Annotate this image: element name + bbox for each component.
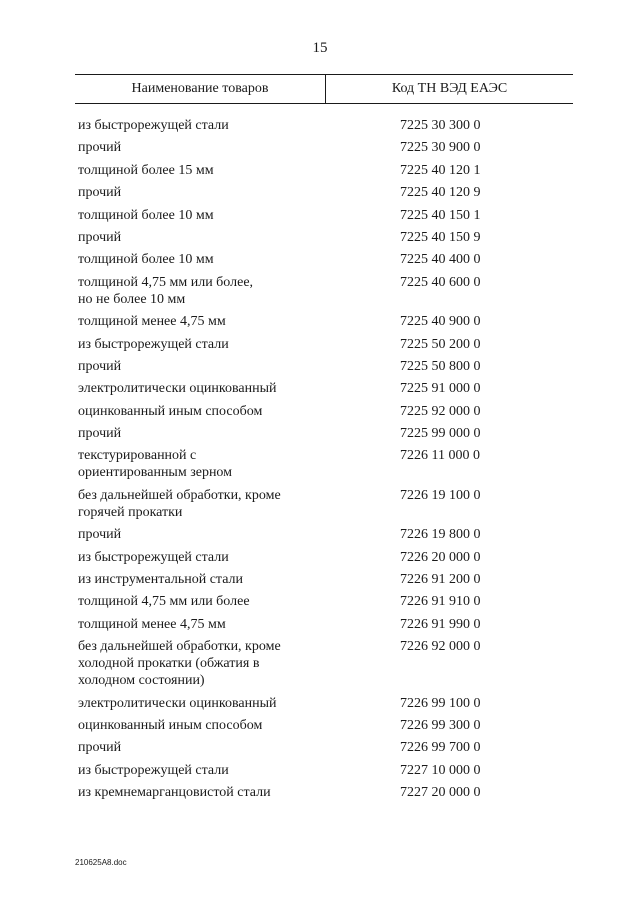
goods-name-cell: из быстрорежущей стали <box>78 762 229 778</box>
tn-ved-code-cell: 7226 20 000 0 <box>400 549 481 565</box>
table-row <box>78 229 573 246</box>
tn-ved-code-cell: 7226 19 100 0 <box>400 487 481 503</box>
goods-name-cell: прочий <box>78 527 122 543</box>
table-row <box>78 526 573 543</box>
table-row <box>78 571 573 588</box>
tn-ved-code-cell: 7225 91 000 0 <box>400 381 481 397</box>
goods-name-cell: электролитически оцинкованный <box>78 381 277 397</box>
header-tn-ved-code: Код ТН ВЭД ЕАЭС <box>391 81 508 96</box>
tn-ved-code-cell: 7225 40 150 1 <box>400 207 481 223</box>
header-goods-name: Наименование товаров <box>75 75 326 103</box>
tn-ved-code-cell: 7225 50 800 0 <box>400 358 481 374</box>
goods-name-cell: из быстрорежущей стали <box>78 118 229 133</box>
table-row <box>78 184 573 201</box>
goods-name-cell: толщиной более 10 мм <box>78 252 214 268</box>
tn-ved-code-cell: 7225 50 200 0 <box>400 336 481 352</box>
goods-name-cell: из инструментальной стали <box>78 572 244 588</box>
tn-ved-code-cell: 7226 19 800 0 <box>400 527 481 543</box>
table-row <box>78 274 573 308</box>
goods-name-cell: прочий <box>78 185 122 201</box>
tn-ved-code-cell: 7226 99 100 0 <box>400 695 481 711</box>
table-row <box>78 162 573 179</box>
tn-ved-code-cell: 7225 99 000 0 <box>400 426 481 442</box>
table-row <box>78 380 573 397</box>
table-row <box>78 784 573 801</box>
goods-name-cell: прочий <box>78 229 122 245</box>
goods-name-cell: толщиной 4,75 мм или более <box>78 594 250 610</box>
table-row <box>78 593 573 610</box>
table-row <box>78 425 573 442</box>
goods-name-cell: из быстрорежущей стали <box>78 549 229 565</box>
table-row <box>78 336 573 353</box>
goods-name-cell: из кремнемарганцовистой стали <box>78 785 271 801</box>
table-row <box>78 638 573 689</box>
tn-ved-code-cell: 7225 40 900 0 <box>400 314 481 330</box>
goods-name-cell: электролитически оцинкованный <box>78 695 277 711</box>
table-row <box>78 616 573 633</box>
tn-ved-code-cell: 7226 91 200 0 <box>400 572 481 588</box>
table-row <box>78 313 573 330</box>
goods-name-cell: прочий <box>78 740 122 756</box>
table-row <box>78 487 573 521</box>
tn-ved-code-cell: 7225 92 000 0 <box>400 403 481 419</box>
table-row <box>78 695 573 712</box>
footer-filename: 210625A8.doc <box>75 858 127 867</box>
table-row <box>78 739 573 756</box>
tn-ved-code-cell: 7226 99 700 0 <box>400 740 481 756</box>
tn-ved-code-cell: 7225 40 120 1 <box>400 162 481 178</box>
tn-ved-code-cell: 7225 30 900 0 <box>400 140 481 156</box>
tn-ved-code-cell: 7226 92 000 0 <box>400 639 481 655</box>
tn-ved-code-cell: 7226 99 300 0 <box>400 717 481 733</box>
goods-name-cell: прочий <box>78 426 122 442</box>
table-row <box>78 447 573 481</box>
table-row <box>78 762 573 779</box>
goods-name-cell: толщиной более 15 мм <box>78 162 214 178</box>
goods-name-cell: без дальнейшей обработки, кроме горячей прокатки <box>78 487 281 520</box>
table-row <box>78 358 573 375</box>
tn-ved-code-cell: 7225 40 150 9 <box>400 229 481 245</box>
goods-name-cell: толщиной 4,75 мм или более, но не более 10 мм <box>78 274 254 307</box>
goods-name-cell: оцинкованный иным способом <box>78 403 263 419</box>
tn-ved-code-cell: 7226 11 000 0 <box>400 448 480 464</box>
table-row <box>78 251 573 268</box>
table-body <box>78 117 573 807</box>
tn-ved-code-cell: 7226 91 990 0 <box>400 616 481 632</box>
goods-name-cell: из быстрорежущей стали <box>78 336 229 352</box>
table-row <box>78 139 573 156</box>
table-header <box>75 74 573 104</box>
goods-name-cell: толщиной менее 4,75 мм <box>78 314 226 330</box>
tn-ved-code-cell: 7225 40 120 9 <box>400 185 481 201</box>
goods-name-cell: без дальнейшей обработки, кроме холодной прокатки (обжатия в холодном состоянии) <box>78 639 281 689</box>
tn-ved-code-cell: 7225 30 300 0 <box>400 118 481 133</box>
tn-ved-code-cell: 7227 20 000 0 <box>400 785 481 801</box>
page-number: 15 <box>312 40 328 56</box>
goods-name-cell: толщиной более 10 мм <box>78 207 214 223</box>
tn-ved-code-cell: 7225 40 400 0 <box>400 252 481 268</box>
tn-ved-code-cell: 7226 91 910 0 <box>400 594 481 610</box>
table-row <box>78 207 573 224</box>
goods-name-cell: прочий <box>78 358 122 374</box>
goods-name-cell: оцинкованный иным способом <box>78 717 263 733</box>
tn-ved-code-cell: 7227 10 000 0 <box>400 762 481 778</box>
goods-name-cell: текстурированной с ориентированным зерном <box>78 448 233 481</box>
table-row <box>78 403 573 420</box>
goods-name-cell: прочий <box>78 140 122 156</box>
table-row <box>78 717 573 734</box>
tn-ved-code-cell: 7225 40 600 0 <box>400 274 481 290</box>
table-row <box>78 117 573 134</box>
goods-name-cell: толщиной менее 4,75 мм <box>78 616 226 632</box>
table-row <box>78 549 573 566</box>
